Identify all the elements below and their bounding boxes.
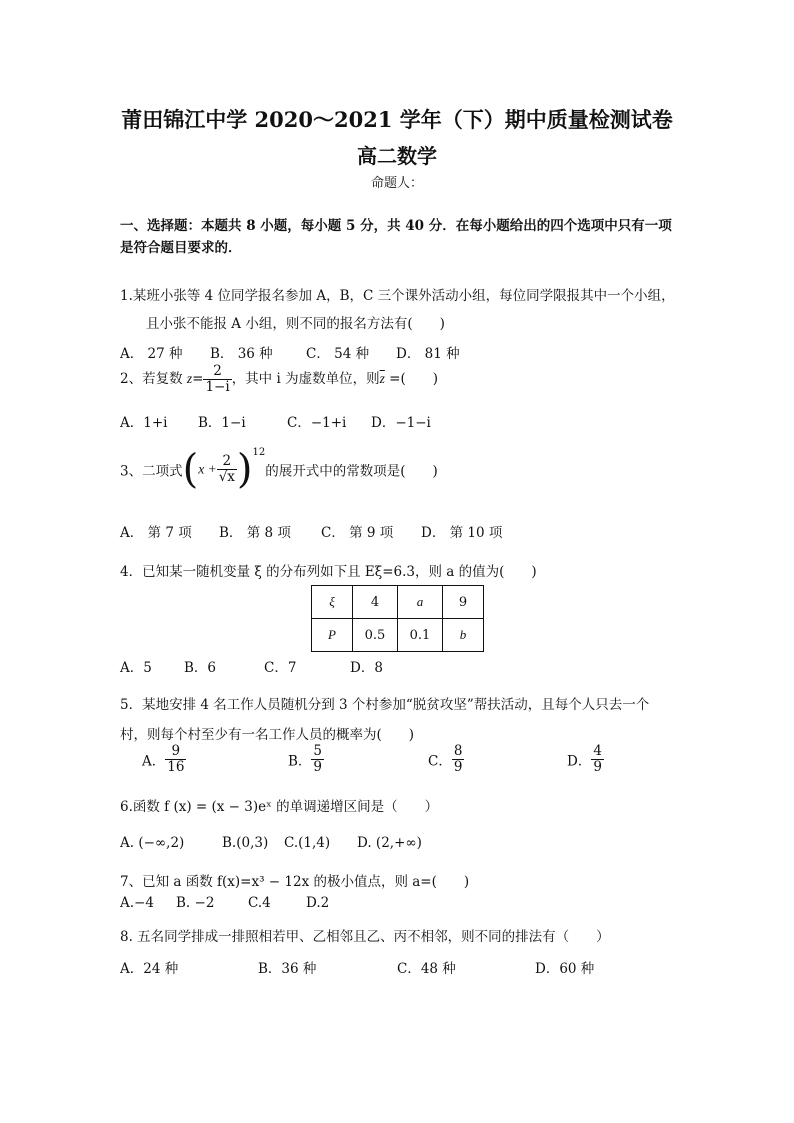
q4-cell: 0.5	[353, 619, 398, 652]
q4-table-row-xi	[312, 586, 484, 619]
q5-option-a-label: A．	[142, 753, 166, 770]
q8-option-d: D．60 种	[535, 961, 595, 977]
q8-option-c: C．48 种	[397, 961, 456, 977]
q2-option-d: D．−1−i	[371, 415, 431, 431]
q4-cell: ξ	[312, 586, 353, 619]
q5-option-c-num: 8	[453, 743, 463, 759]
q4-stem: 4．已知某一随机变量 ξ 的分布列如下且 Eξ=6.3，则 a 的值为( )	[120, 564, 537, 580]
q5-option-c-den: 9	[453, 759, 463, 775]
q4-option-c: C．7	[264, 660, 297, 676]
exam-title: 莆田锦江中学 2020～2021 学年（下）期中质量检测试卷	[121, 107, 673, 132]
q3-option-a: A． 第 7 项	[120, 525, 192, 541]
q5-option-b-fraction	[311, 744, 324, 775]
q5-option-d-num: 4	[593, 743, 602, 759]
q3-option-b: B． 第 8 项	[219, 525, 291, 541]
q4-option-b: B．6	[184, 660, 217, 676]
q4-table-row-p	[312, 619, 484, 652]
q7-stem: 7、已知 a 函数 f(x)=x³ − 12x 的极小值点，则 a=( )	[120, 874, 470, 890]
q2-eq: =	[192, 371, 204, 387]
q2-option-c: C．−1+i	[287, 415, 347, 431]
q1-stem-line1: 1.某班小张等 4 位同学报名参加 A，B，C 三个课外活动小组，每位同学限报其中一个小组，	[120, 288, 675, 304]
q8-stem: 8. 五名同学排成一排照相若甲、乙相邻且乙、丙不相邻，则不同的排法有（ ）	[120, 929, 610, 945]
q3-suffix: 的展开式中的常数项是( )	[265, 463, 438, 480]
q4-option-d: D．8	[350, 660, 383, 676]
q3-fraction-den: √x	[218, 469, 235, 485]
q2-option-a: A．1+i	[120, 415, 168, 431]
q3-prefix: 3、二项式	[120, 463, 183, 480]
q4-distribution-table	[311, 585, 484, 652]
q5-option-a	[142, 744, 186, 775]
q1-option-c: C． 54 种	[306, 346, 370, 362]
q2-fraction-num: 2	[203, 364, 231, 380]
q5-option-c	[428, 744, 464, 775]
q7-option-d: D.2	[306, 895, 330, 911]
q2-fraction	[203, 364, 231, 395]
q1-option-d: D． 81 种	[396, 346, 460, 362]
q4-cell: P	[312, 619, 353, 652]
q7-option-b: B. −2	[176, 895, 215, 911]
q3-x: x +	[198, 461, 217, 477]
q5-stem-line2: 村，则每个村至少有一名工作人员的概率为( )	[120, 727, 415, 743]
q2-end: =( )	[384, 371, 438, 387]
q2-prefix: 2、若复数	[120, 371, 187, 387]
q5-option-d	[567, 744, 604, 775]
q5-option-c-label: C．	[428, 753, 452, 770]
q5-option-c-fraction	[452, 744, 465, 775]
q7-option-a: A.−4	[120, 895, 154, 911]
q5-option-b-num: 5	[313, 743, 323, 759]
q1-option-b: B． 36 种	[210, 346, 273, 362]
q6-option-d: D. (2,+∞)	[357, 835, 422, 851]
q2-stem	[120, 364, 438, 395]
section1-instructions-line1: 一、选择题：本题共 8 小题，每小题 5 分，共 40 分．在每小题给出的四个选项中只有一项	[120, 218, 672, 234]
q5-stem-line1: 5．某地安排 4 名工作人员随机分到 3 个村参加“脱贫攻坚”帮扶活动，且每个人只去一个	[120, 697, 650, 713]
q4-cell: b	[443, 619, 484, 652]
section1-instructions-line2: 是符合题目要求的．	[120, 240, 242, 256]
author-label: 命题人：	[370, 176, 423, 191]
q2-zbar: $\overline{z}$	[379, 371, 385, 386]
q4-cell: 4	[353, 586, 398, 619]
q3-fraction	[217, 454, 237, 485]
q5-option-d-den: 9	[593, 759, 602, 775]
q5-option-d-label: D．	[567, 753, 592, 770]
q6-option-b: B.(0,3)	[222, 835, 269, 851]
q5-option-a-den: 16	[167, 759, 185, 775]
q5-option-b-den: 9	[313, 759, 323, 775]
q8-option-b: B．36 种	[258, 961, 317, 977]
q3-fraction-num: 2	[217, 454, 237, 470]
q2-var: z	[186, 371, 193, 386]
q3-exponent: 12	[252, 447, 266, 458]
q3-stem	[120, 446, 438, 493]
q6-option-c: C.(1,4)	[284, 835, 331, 851]
q5-option-a-fraction	[165, 744, 186, 775]
q1-option-a: A． 27 种	[120, 346, 183, 362]
q3-right-paren: )	[236, 446, 253, 493]
q2-fraction-den: 1−i	[205, 379, 230, 395]
q2-suffix: ，其中 i 为虚数单位，则	[231, 371, 380, 387]
q4-option-a: A．5	[120, 660, 152, 676]
q6-option-a: A. (−∞,2)	[120, 835, 185, 851]
q3-option-c: C． 第 9 项	[321, 525, 394, 541]
q5-option-d-fraction	[591, 744, 604, 775]
q5-option-b	[288, 744, 324, 775]
q2-option-b: B．1−i	[198, 415, 246, 431]
q4-cell: a	[398, 586, 443, 619]
exam-subject: 高二数学	[357, 144, 437, 168]
q5-option-b-label: B．	[288, 753, 312, 770]
q6-stem: 6.函数 f (x) = (x − 3)eˣ 的单调递增区间是（ ）	[120, 799, 439, 815]
q5-option-a-num: 9	[165, 744, 186, 760]
q4-cell: 9	[443, 586, 484, 619]
q7-option-c: C.4	[248, 895, 271, 911]
q1-stem-line2: 且小张不能报 A 小组，则不同的报名方法有( )	[146, 316, 445, 332]
q8-option-a: A．24 种	[120, 961, 179, 977]
q3-left-paren: (	[182, 446, 199, 493]
q4-cell: 0.1	[398, 619, 443, 652]
q3-option-d: D． 第 10 项	[421, 525, 503, 541]
